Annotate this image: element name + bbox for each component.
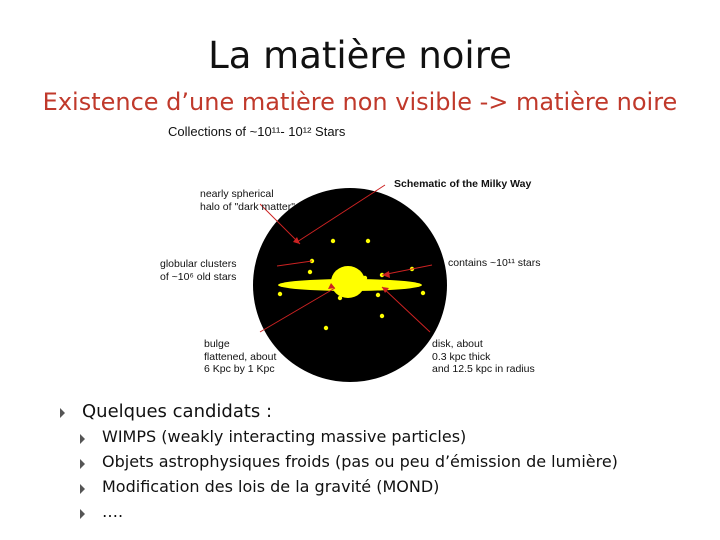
bulge-label: bulge flattened, about 6 Kpc by 1 Kpc <box>204 338 277 375</box>
candidate-text: WIMPS (weakly interacting massive particles) <box>102 427 467 446</box>
disk-label: disk, about 0.3 kpc thick and 12.5 kpc in radius <box>432 338 535 375</box>
candidates-heading-item <box>60 401 700 427</box>
galactic-bulge <box>331 266 365 298</box>
candidate-text: …. <box>102 502 124 521</box>
star-count-label: contains ~10¹¹ stars <box>448 257 541 269</box>
candidate-text: Objets astrophysiques froids (pas ou peu d’émission de lumière) <box>102 452 618 471</box>
candidate-item <box>60 452 700 477</box>
candidate-text: Modification des lois de la gravité (MOND) <box>102 477 440 496</box>
candidates-heading: Quelques candidats : <box>82 401 273 422</box>
candidate-item <box>60 477 700 502</box>
halo-label: nearly spherical halo of "dark matter" <box>200 188 295 213</box>
milky-way-schematic <box>150 122 570 384</box>
slide-title: La matière noire <box>208 34 512 77</box>
bullet-arrow-icon <box>80 509 85 519</box>
bullet-arrow-icon <box>80 434 85 444</box>
globular-clusters-label: globular clusters of ~10⁶ old stars <box>160 258 237 283</box>
bullet-arrow-icon <box>80 459 85 469</box>
schematic-title: Schematic of the Milky Way <box>394 178 532 190</box>
candidate-item <box>60 427 700 452</box>
bullet-arrow-icon <box>80 484 85 494</box>
slide-subtitle: Existence d’une matière non visible -> matière noire <box>42 88 678 116</box>
bullet-arrow-icon <box>60 408 65 418</box>
top-label: Collections of ~10¹¹- 10¹² Stars <box>168 124 346 139</box>
candidate-item <box>60 502 700 527</box>
candidates-list <box>60 401 700 527</box>
